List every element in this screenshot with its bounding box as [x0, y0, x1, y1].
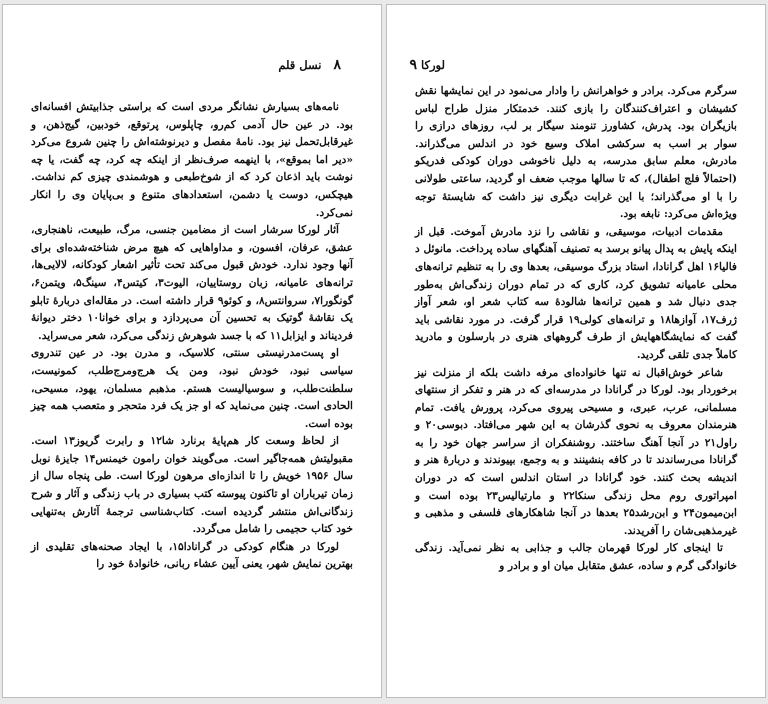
page-number: ۸: [333, 57, 341, 73]
paragraph: تا اینجای کار لورکا قهرمان جالب و جذابی به نظر نمی‌آید. زندگی خانوادگی گرم و ساده، عشق متقابل میان او و برادر و: [415, 542, 737, 573]
page-header: [401, 57, 445, 73]
page-text: [415, 83, 737, 576]
page-header: [278, 57, 341, 73]
paragraph: از لحاظ وسعت کار هم‌پایهٔ برنارد شا۱۲ و رابرت گریوز۱۳ است. مقبولیتش همه‌جاگیر است. می‌گویند خوان رامون خیمنس۱۴ جایزهٔ نوبل سال ۱۹۵۶ خویش را تا اندازه‌ای مرهون لورکا است. طی پنجاه سال از زمان تیرباران او تاکنون پیوسته کتب بسیاری در باب زندگی و آثار و شرح زندگانی‌اش منتشر گردیده است. کتاب‌شناسی ترجمهٔ آثارش به‌تنهایی خود کتاب حجیمی را شامل می‌گردد.: [31, 435, 353, 536]
paragraph: مقدمات ادبیات، موسیقی، و نقاشی را نزد مادرش آموخت. قبل از اینکه پایش به پدال پیانو برسد به تصنیف آهنگهای ساده پرداخت. مانوئل د فالیا۱۶ اهل گرانادا، استاد بزرگ موسیقی، بعدها وی را به تنظیم ترانه‌های محلی عامیانه تشویق کرد، کاری که در تمام دوران زندگی‌اش به‌طور جدی دنبال شد و همین ترانه‌ها شالودهٔ سه کتاب شعر او، شعر آواز ژرف۱۷، آوازها۱۸ و ترانه‌های کولی۱۹ قرار گرفت. در مورد نقاشی باید گفت که نمایشگاههایش از طرف گروههای هنری در بارسلون و مادرید کاملاً جدی تلقی گردید.: [415, 225, 738, 361]
running-title: نسل قلم: [278, 58, 322, 72]
running-title: لورکا: [421, 58, 445, 72]
paragraph: سرگرم می‌کرد. برادر و خواهرانش را وادار می‌نمود در این نمایشها نقش کشیشان و اعتراف‌کنندگان را بازی کنند. خدمتکار منزل طراح لباس بازیگران بود. پدرش، کشاورز تنومند سیگار بر لب، روزهای درازی را سوار بر اسب به سرکشی املاک وسیع خود در اندلس می‌گذراند. مادرش، معلم سابق مدرسه، به دلیل ناخوشی دوران کودکی فدریکو (احتمالاً فلج اطفال)، که تا سالها موجب ضعف او گردید، ساعتی طولانی را با او می‌گذراند؛ با این غرابت دیگری نیز داشت که شایستهٔ توجه ویژه‌اش می‌کرد: نابغه بود.: [415, 85, 737, 221]
left-page: [2, 4, 382, 698]
page-text: [31, 99, 353, 574]
paragraph: آثار لورکا سرشار است از مضامین جنسی، مرگ، طبیعت، ناهنجاری، عشق، عرفان، افسون، و مداواهایی که هیچ مرض شناخته‌شده‌ای برای آنها وجود ندارد. خودش قبول می‌کند تحت تأثیر اشعار کودکانه، لالایی‌ها، ترانه‌های عامیانه، زبان روستاییان، الیوت۳، کیتس۴، سینگ۵، ویتمن۶، گونگورا۷، سروانتس۸، و کوئو۹ قرار داشته است. در مقاله‌ای دربارهٔ تابلو یک نقاشهٔ گوتیک به تحسین آن می‌پردازد و برای خوانا۱۰ دختر دیوانهٔ فردیناند و ایزابل۱۱ که با جسد شوهرش زندگی می‌کرد، شعر می‌سراید.: [31, 224, 353, 342]
page-number: ۹: [409, 57, 417, 73]
paragraph: او پست‌مدرنیستی سنتی، کلاسیک، و مدرن بود. در عین تندروی سیاسی نبود، خودش نبود، ومن یک هرج‌ومرج‌طلب، کمونیست، سلطنت‌طلب، و سوسیالیست هستم. مذهبم مسلمان، یهود، مسیحی، الحادی است. چنین می‌نماید که او جز یک فرد متحجر و متعصب همه چیز بوده است.: [31, 347, 353, 430]
paragraph: لورکا در هنگام کودکی در گرانادا۱۵، با ایجاد صحنه‌های تقلیدی از بهترین نمایش شهر، یعنی آیین عشاء ربانی، خانوادهٔ خود را: [31, 540, 353, 571]
paragraph: شاعر خوش‌اقبال نه تنها خانواده‌ای مرفه داشت بلکه از منزلت نیز برخوردار بود. لورکا در گرانادا در مدرسه‌ای که در هنر و تفکر از سنتهای مسلمانی، عرب، عبری، و مسیحی پیروی می‌کرد، پرورش یافت. تمام هنرمندان معروف به نحوی گذرشان به این شهر می‌افتاد. دبوسی۲۰ و راول۲۱ در آنجا آهنگ ساختند. روشنفکران از سراسر جهان خود را به گرانادا می‌رساندند تا در کافه بنشینند و به وجمع، بپیوندند و دربارهٔ هنر و اندیشه بحث کنند. خود گرانادا در استان اندلس است که در دوران امپراتوری روم محل زندگی سنکا۲۲ و مارتیالیس۲۳ بوده است و ابن‌میمون۲۴ و ابن‌رشد۲۵ بعدها در آنجا شاهکارهای فلسفی و مذهبی و غیرمذهبی‌شان را آفریدند.: [415, 366, 737, 537]
right-page: [386, 4, 766, 698]
paragraph: نامه‌های بسیارش نشانگر مردی است که براستی جذابیتش افسانه‌ای بود. در عین حال آدمی کم‌رو، چاپلوس، پرتوقع، خودبین، گیج‌ذهن، و غیرقابل‌تحمل نیز بود. نامهٔ مفصل و دیرنوشته‌اش را چنین شروع می‌کرد «دیر اما بموقع»، با اینهمه صرف‌نظر از اینکه چه کرد، چه گفت، یا چه نوشت باید اذعان کرد که از شوخ‌طبعی و هوشمندی چیزی کم نداشت. هیچکس، دوست یا دشمن، استعدادهای متنوع و بی‌پایان وی را انکار نمی‌کرد.: [31, 101, 353, 219]
